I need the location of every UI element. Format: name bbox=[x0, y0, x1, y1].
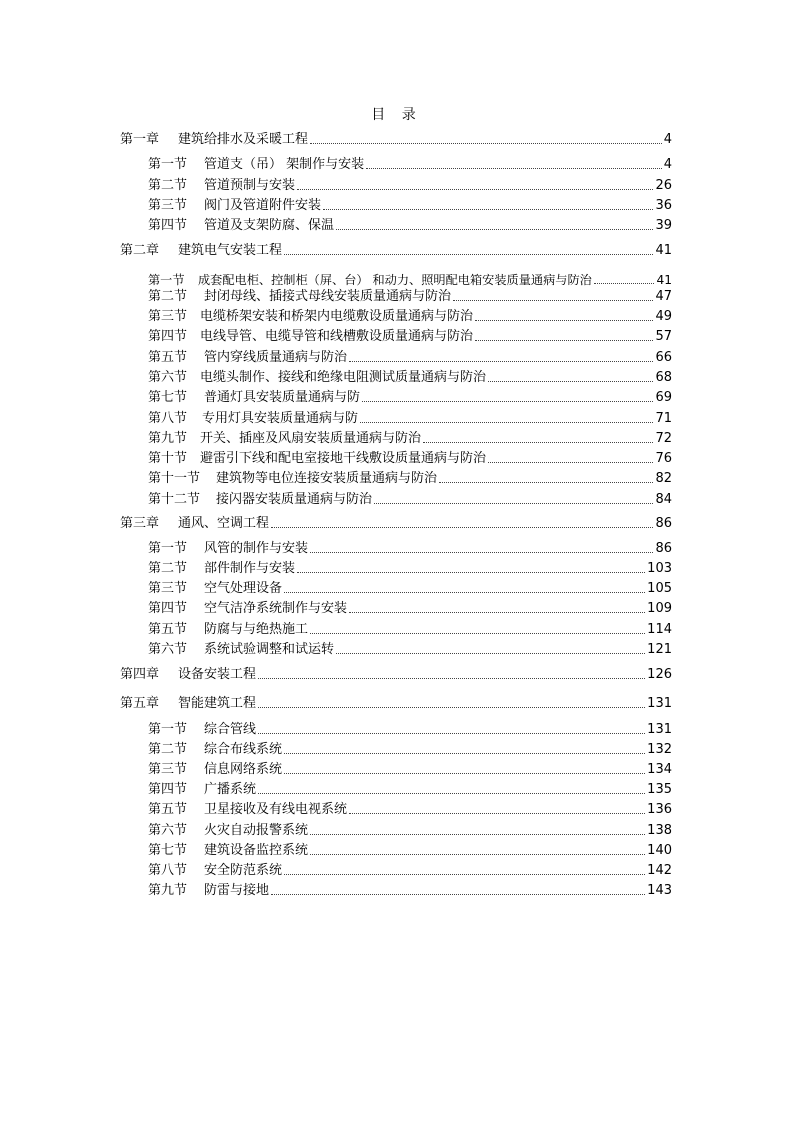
toc-chapter-entry[interactable] bbox=[120, 696, 672, 712]
dot-leader bbox=[297, 572, 645, 573]
page-number: 84 bbox=[655, 492, 672, 507]
section-title: 空气处理设备 bbox=[204, 581, 283, 596]
toc-section-entry[interactable] bbox=[148, 390, 672, 406]
section-title: 建筑设备监控系统 bbox=[204, 843, 309, 858]
toc-chapter-entry[interactable] bbox=[120, 243, 672, 259]
toc-section-entry[interactable] bbox=[148, 471, 672, 487]
page-number: 114 bbox=[647, 622, 672, 637]
dot-leader bbox=[488, 462, 653, 463]
toc-section-entry[interactable] bbox=[148, 762, 672, 778]
section-title: 专用灯具安装质量通病与防 bbox=[202, 411, 359, 426]
toc-section-entry[interactable] bbox=[148, 742, 672, 758]
page-number: 26 bbox=[655, 178, 672, 193]
toc-section-entry[interactable] bbox=[148, 370, 672, 386]
section-number: 第三节 bbox=[148, 581, 188, 596]
toc-section-entry[interactable] bbox=[148, 289, 672, 305]
dot-leader bbox=[594, 283, 655, 284]
toc-chapter-entry[interactable] bbox=[120, 667, 672, 683]
section-title: 系统试验调整和试运转 bbox=[204, 642, 335, 657]
page-number: 126 bbox=[647, 667, 672, 682]
toc-section-entry[interactable] bbox=[148, 272, 672, 288]
page-number: 134 bbox=[647, 762, 672, 777]
toc-section-entry[interactable] bbox=[148, 782, 672, 798]
dot-leader bbox=[271, 527, 653, 528]
section-number: 第一节 bbox=[148, 722, 188, 737]
toc-section-entry[interactable] bbox=[148, 329, 672, 345]
section-title: 信息网络系统 bbox=[204, 762, 283, 777]
dot-leader bbox=[336, 653, 645, 654]
dot-leader bbox=[258, 707, 645, 708]
section-number: 第五节 bbox=[148, 350, 188, 365]
toc-chapter-entry[interactable] bbox=[120, 132, 672, 148]
dot-leader bbox=[488, 381, 653, 382]
section-number: 第四节 bbox=[148, 329, 188, 344]
section-title: 管内穿线质量通病与防治 bbox=[204, 350, 348, 365]
section-title: 卫星接收及有线电视系统 bbox=[204, 802, 348, 817]
page-number: 69 bbox=[655, 390, 672, 405]
page-number: 4 bbox=[663, 157, 672, 172]
toc-section-entry[interactable] bbox=[148, 431, 672, 447]
chapter-title: 设备安装工程 bbox=[178, 667, 257, 682]
section-number: 第二节 bbox=[148, 289, 188, 304]
page-number: 47 bbox=[655, 289, 672, 304]
section-number: 第四节 bbox=[148, 782, 188, 797]
section-number: 第三节 bbox=[148, 762, 188, 777]
section-number: 第一节 bbox=[148, 157, 188, 172]
section-title: 综合布线系统 bbox=[204, 742, 283, 757]
section-title: 部件制作与安装 bbox=[204, 561, 296, 576]
chapter-number: 第二章 bbox=[120, 243, 160, 258]
chapter-number: 第三章 bbox=[120, 516, 160, 531]
page-number: 57 bbox=[655, 329, 672, 344]
section-number: 第四节 bbox=[148, 218, 188, 233]
toc-section-entry[interactable] bbox=[148, 218, 672, 234]
page-number: 121 bbox=[647, 642, 672, 657]
dot-leader bbox=[360, 422, 653, 423]
page-number: 136 bbox=[647, 802, 672, 817]
dot-leader bbox=[362, 401, 653, 402]
page-number: 66 bbox=[655, 350, 672, 365]
dot-leader bbox=[349, 612, 645, 613]
dot-leader bbox=[310, 834, 645, 835]
toc-section-entry[interactable] bbox=[148, 492, 672, 508]
toc-section-entry[interactable] bbox=[148, 309, 672, 325]
page-number: 49 bbox=[655, 309, 672, 324]
toc-section-entry[interactable] bbox=[148, 843, 672, 859]
section-title: 成套配电柜、控制柜（屏、台） 和动力、照明配电箱安装质量通病与防治 bbox=[198, 273, 592, 287]
section-number: 第七节 bbox=[148, 390, 188, 405]
dot-leader bbox=[258, 678, 645, 679]
section-title: 综合管线 bbox=[204, 722, 257, 737]
page-number: 132 bbox=[647, 742, 672, 757]
dot-leader bbox=[423, 442, 653, 443]
section-title: 防雷与接地 bbox=[204, 883, 270, 898]
section-title: 火灾自动报警系统 bbox=[204, 823, 309, 838]
section-number: 第八节 bbox=[148, 411, 188, 426]
toc-section-entry[interactable] bbox=[148, 178, 672, 194]
chapter-title: 建筑给排水及采暖工程 bbox=[178, 132, 309, 147]
page-number: 103 bbox=[647, 561, 672, 576]
section-number: 第十二节 bbox=[148, 492, 201, 507]
dot-leader bbox=[284, 874, 645, 875]
page-number: 142 bbox=[647, 863, 672, 878]
page-number: 41 bbox=[656, 273, 672, 287]
dot-leader bbox=[310, 633, 645, 634]
page-number: 76 bbox=[655, 451, 672, 466]
section-title: 封闭母线、插接式母线安装质量通病与防治 bbox=[204, 289, 452, 304]
toc-section-entry[interactable] bbox=[148, 642, 672, 658]
toc-section-entry[interactable] bbox=[148, 883, 672, 899]
dot-leader bbox=[374, 503, 653, 504]
dot-leader bbox=[310, 552, 653, 553]
toc-section-entry[interactable] bbox=[148, 802, 672, 818]
section-title: 阀门及管道附件安装 bbox=[204, 198, 322, 213]
dot-leader bbox=[284, 753, 645, 754]
dot-leader bbox=[366, 168, 662, 169]
page-number: 71 bbox=[655, 411, 672, 426]
chapter-title: 通风、空调工程 bbox=[178, 516, 270, 531]
page-number: 86 bbox=[655, 516, 672, 531]
section-title: 开关、插座及风扇安装质量通病与防治 bbox=[200, 431, 422, 446]
dot-leader bbox=[258, 793, 645, 794]
section-number: 第九节 bbox=[148, 883, 188, 898]
page-number: 138 bbox=[647, 823, 672, 838]
page-number: 41 bbox=[655, 243, 672, 258]
section-number: 第二节 bbox=[148, 178, 188, 193]
section-number: 第六节 bbox=[148, 370, 188, 385]
chapter-number: 第四章 bbox=[120, 667, 160, 682]
dot-leader bbox=[439, 482, 653, 483]
section-number: 第六节 bbox=[148, 642, 188, 657]
page-number: 36 bbox=[655, 198, 672, 213]
chapter-number: 第一章 bbox=[120, 132, 160, 147]
toc-chapter-entry[interactable] bbox=[120, 516, 672, 532]
page-number: 131 bbox=[647, 722, 672, 737]
toc-section-entry[interactable] bbox=[148, 601, 672, 617]
section-title: 管道支（吊） 架制作与安装 bbox=[204, 157, 365, 172]
toc-section-entry[interactable] bbox=[148, 451, 672, 467]
toc-section-entry[interactable] bbox=[148, 561, 672, 577]
page-number: 86 bbox=[655, 541, 672, 556]
section-title: 广播系统 bbox=[204, 782, 257, 797]
dot-leader bbox=[297, 189, 653, 190]
toc-title: 目 录 bbox=[371, 107, 422, 123]
section-title: 普通灯具安装质量通病与防 bbox=[204, 390, 361, 405]
dot-leader bbox=[284, 773, 645, 774]
section-number: 第五节 bbox=[148, 622, 188, 637]
page-number: 140 bbox=[647, 843, 672, 858]
page-number: 105 bbox=[647, 581, 672, 596]
section-number: 第五节 bbox=[148, 802, 188, 817]
dot-leader bbox=[284, 254, 653, 255]
page-number: 72 bbox=[655, 431, 672, 446]
dot-leader bbox=[475, 320, 653, 321]
dot-leader bbox=[453, 300, 653, 301]
toc-section-entry[interactable] bbox=[148, 622, 672, 638]
toc-section-entry[interactable] bbox=[148, 411, 672, 427]
section-number: 第一节 bbox=[148, 273, 185, 287]
page-number: 68 bbox=[655, 370, 672, 385]
section-title: 安全防范系统 bbox=[204, 863, 283, 878]
page-number: 4 bbox=[663, 132, 672, 147]
dot-leader bbox=[310, 854, 645, 855]
section-title: 空气洁净系统制作与安装 bbox=[204, 601, 348, 616]
section-title: 避雷引下线和配电室接地干线敷设质量通病与防治 bbox=[200, 451, 487, 466]
section-number: 第三节 bbox=[148, 198, 188, 213]
dot-leader bbox=[349, 813, 645, 814]
toc-section-entry[interactable] bbox=[148, 157, 672, 173]
section-number: 第九节 bbox=[148, 431, 188, 446]
dot-leader bbox=[310, 143, 662, 144]
section-number: 第三节 bbox=[148, 309, 188, 324]
section-title: 风管的制作与安装 bbox=[204, 541, 309, 556]
section-title: 管道及支架防腐、保温 bbox=[204, 218, 335, 233]
toc-section-entry[interactable] bbox=[148, 581, 672, 597]
dot-leader bbox=[271, 894, 645, 895]
section-title: 防腐与与绝热施工 bbox=[204, 622, 309, 637]
toc-section-entry[interactable] bbox=[148, 350, 672, 366]
page-number: 131 bbox=[647, 696, 672, 711]
chapter-title: 智能建筑工程 bbox=[178, 696, 257, 711]
section-number: 第六节 bbox=[148, 823, 188, 838]
toc-section-entry[interactable] bbox=[148, 823, 672, 839]
dot-leader bbox=[475, 340, 653, 341]
section-title: 电线导管、电缆导管和线槽敷设质量通病与防治 bbox=[200, 329, 474, 344]
section-title: 管道预制与安装 bbox=[204, 178, 296, 193]
dot-leader bbox=[323, 209, 653, 210]
chapter-title: 建筑电气安装工程 bbox=[178, 243, 283, 258]
section-number: 第四节 bbox=[148, 601, 188, 616]
chapter-number: 第五章 bbox=[120, 696, 160, 711]
section-number: 第二节 bbox=[148, 742, 188, 757]
toc-section-entry[interactable] bbox=[148, 863, 672, 879]
section-number: 第十一节 bbox=[148, 471, 201, 486]
dot-leader bbox=[258, 733, 645, 734]
toc-section-entry[interactable] bbox=[148, 541, 672, 557]
section-number: 第七节 bbox=[148, 843, 188, 858]
dot-leader bbox=[349, 361, 653, 362]
dot-leader bbox=[284, 592, 645, 593]
toc-section-entry[interactable] bbox=[148, 198, 672, 214]
section-number: 第二节 bbox=[148, 561, 188, 576]
section-title: 电缆头制作、接线和绝缘电阻测试质量通病与防治 bbox=[200, 370, 487, 385]
section-title: 接闪器安装质量通病与防治 bbox=[216, 492, 373, 507]
page-number: 82 bbox=[655, 471, 672, 486]
section-number: 第一节 bbox=[148, 541, 188, 556]
section-number: 第八节 bbox=[148, 863, 188, 878]
dot-leader bbox=[336, 229, 653, 230]
page-number: 135 bbox=[647, 782, 672, 797]
page-number: 39 bbox=[655, 218, 672, 233]
section-title: 电缆桥架安装和桥架内电缆敷设质量通病与防治 bbox=[200, 309, 474, 324]
section-number: 第十节 bbox=[148, 451, 188, 466]
toc-section-entry[interactable] bbox=[148, 722, 672, 738]
page-number: 143 bbox=[647, 883, 672, 898]
section-title: 建筑物等电位连接安装质量通病与防治 bbox=[216, 471, 438, 486]
page-number: 109 bbox=[647, 601, 672, 616]
